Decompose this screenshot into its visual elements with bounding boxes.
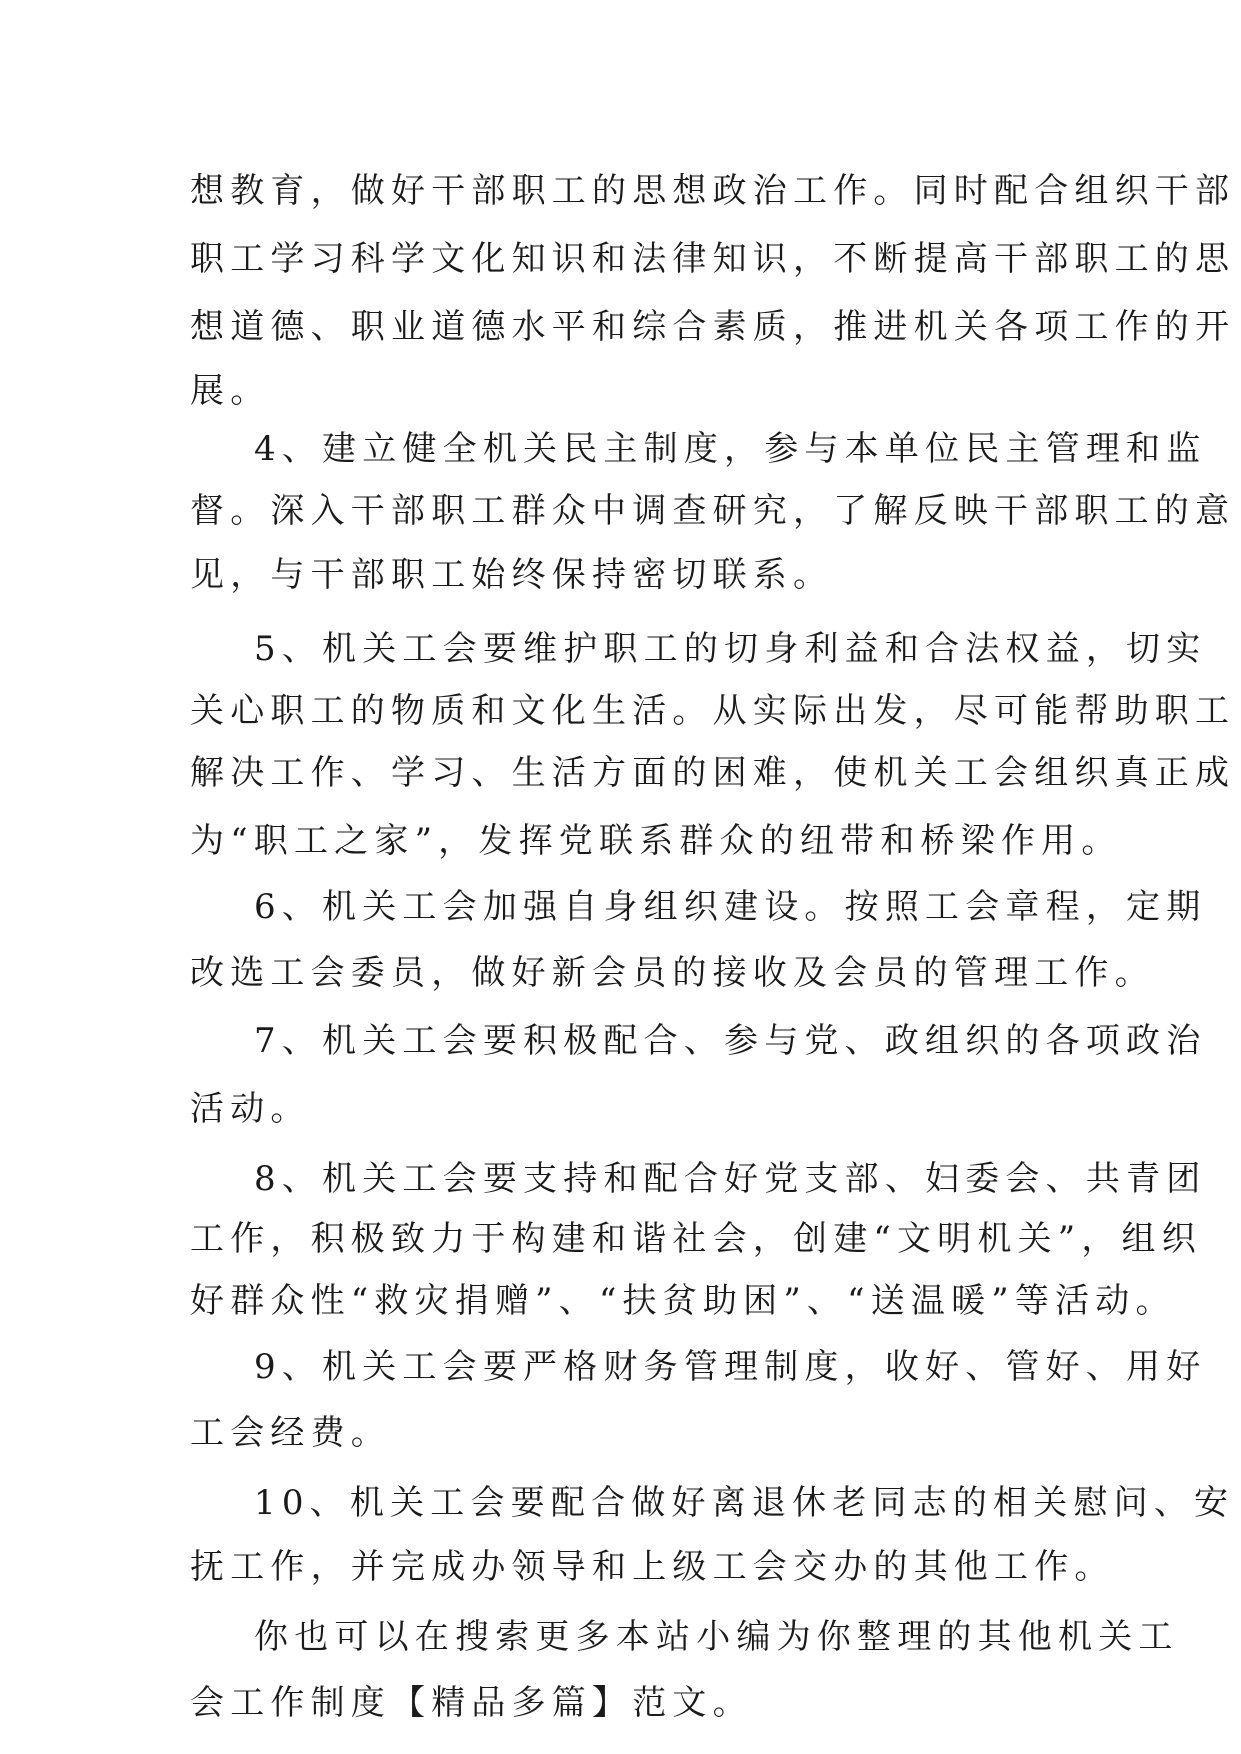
paragraph-5-line: 5、机关工会要维护职工的切身利益和合法权益，切实 bbox=[254, 629, 1207, 669]
paragraph-4-line: 4、建立健全机关民主制度，参与本单位民主管理和监 bbox=[254, 429, 1207, 469]
closing-paragraph-line: 你也可以在搜索更多本站小编为你整理的其他机关工 bbox=[254, 1617, 1179, 1657]
text-line: 想道德、职业道德水平和综合素质，推进机关各项工作的开 bbox=[190, 307, 1236, 347]
text-line: 为“职工之家”，发挥党联系群众的纽带和桥梁作用。 bbox=[190, 821, 1122, 861]
text-line: 工作，积极致力于构建和谐社会，创建“文明机关”，组织 bbox=[190, 1219, 1202, 1259]
text-line: 想教育，做好干部职工的思想政治工作。同时配合组织干部 bbox=[190, 171, 1236, 211]
text-line: 抚工作，并完成办领导和上级工会交办的其他工作。 bbox=[190, 1547, 1115, 1587]
paragraph-7-line: 7、机关工会要积极配合、参与党、政组织的各项政治 bbox=[254, 1021, 1207, 1061]
paragraph-9-line: 9、机关工会要严格财务管理制度，收好、管好、用好 bbox=[254, 1347, 1207, 1387]
text-line: 活动。 bbox=[190, 1089, 311, 1129]
text-line: 好群众性“救灾捐赠”、“扶贫助困”、“送温暖”等活动。 bbox=[190, 1281, 1176, 1321]
paragraph-10-line: 10、机关工会要配合做好离退休老同志的相关慰问、安 bbox=[254, 1483, 1235, 1523]
text-line: 职工学习科学文化知识和法律知识，不断提高干部职工的思 bbox=[190, 239, 1236, 279]
text-line: 会工作制度【精品多篇】范文。 bbox=[190, 1683, 753, 1723]
text-line: 关心职工的物质和文化生活。从实际出发，尽可能帮助职工 bbox=[190, 691, 1236, 731]
paragraph-6-line: 6、机关工会加强自身组织建设。按照工会章程，定期 bbox=[254, 887, 1207, 927]
text-line: 督。深入干部职工群众中调查研究，了解反映干部职工的意 bbox=[190, 491, 1236, 531]
text-line: 见，与干部职工始终保持密切联系。 bbox=[190, 555, 834, 595]
text-line: 改选工会委员，做好新会员的接收及会员的管理工作。 bbox=[190, 953, 1155, 993]
text-line: 解决工作、学习、生活方面的困难，使机关工会组织真正成 bbox=[190, 753, 1236, 793]
paragraph-8-line: 8、机关工会要支持和配合好党支部、妇委会、共青团 bbox=[254, 1159, 1207, 1199]
text-line: 工会经费。 bbox=[190, 1413, 391, 1453]
text-line: 展。 bbox=[190, 371, 271, 411]
